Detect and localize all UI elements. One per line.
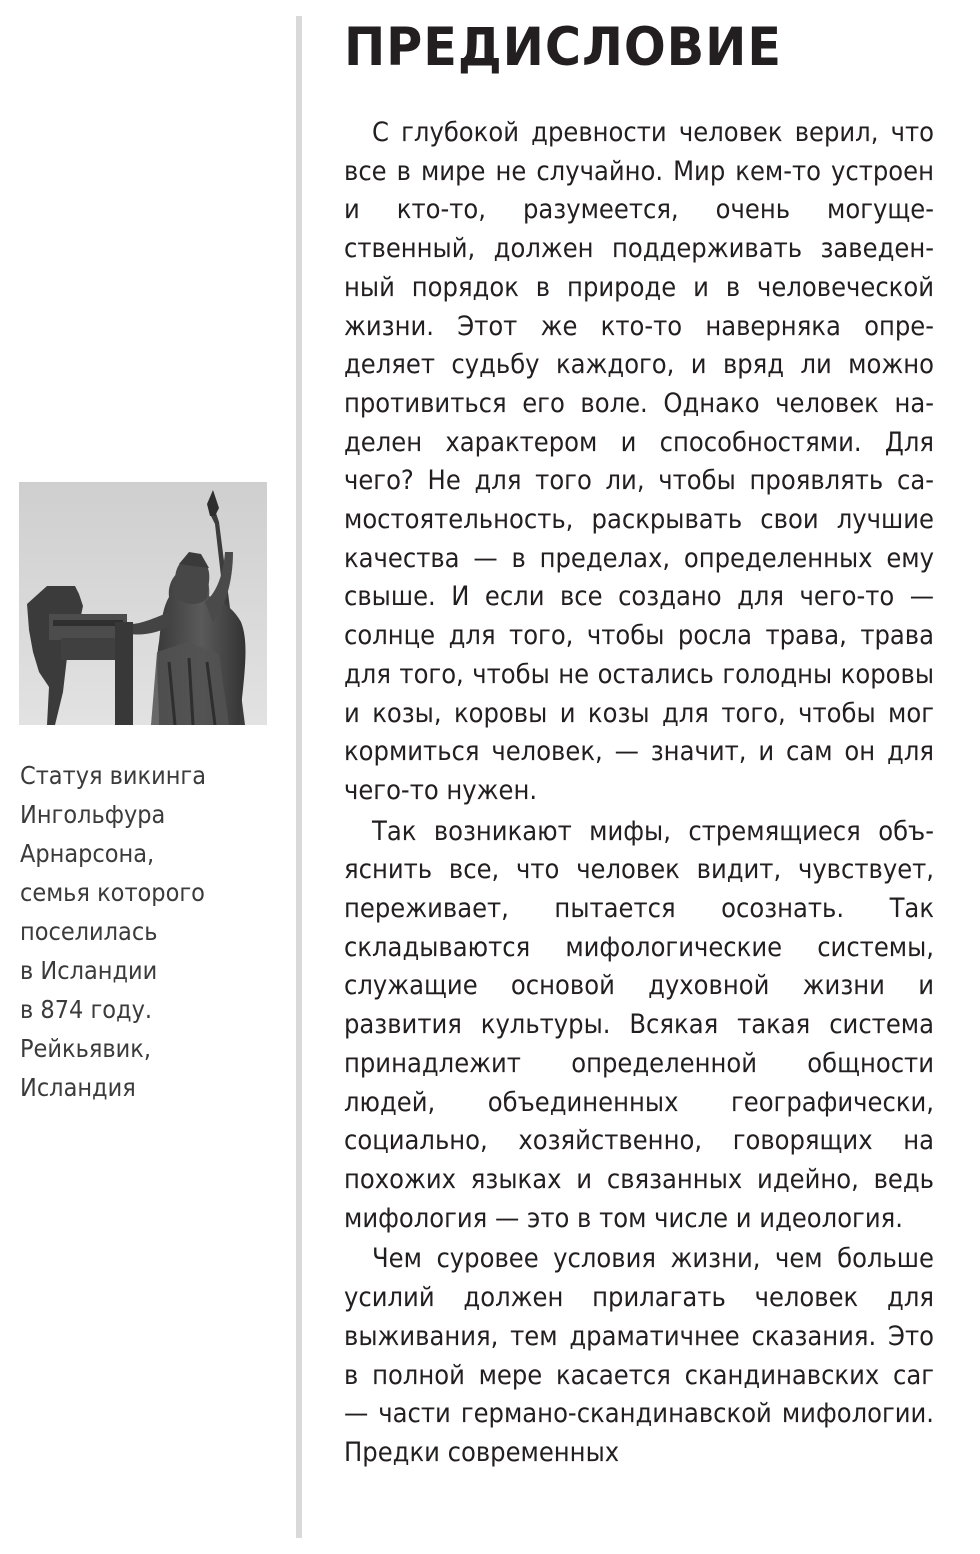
photo-caption: Статуя викинга Ингольфура Арнарсона, семья которого поселилась в Исландии в 874 году. Рейкьявик, Исландия: [20, 761, 207, 1102]
viking-statue-photo: [19, 482, 267, 725]
main-text-column: [344, 14, 934, 1475]
sidebar: [0, 0, 296, 1554]
body-text: [344, 114, 934, 1473]
column-divider: [296, 16, 302, 1538]
paragraph: С глубокой древности человек верил, что все в мире не случайно. Мир кем-то устроен и кто-то, разумеется, очень могущественный, должен поддерживать заведенный порядок в природе и в человеческой жизни. Этот же кто-то наверняка определяет судьбу каждого, и вряд ли можно противиться его воле. Однако человек наделен характером и способностями. Для чего? Не для того ли, чтобы проявлять самостоятельность, раскрывать свои лучшие качества — в пределах, определенных ему свыше. И если все создано для чего-то — солнце для того, чтобы росла трава, трава для того, чтобы не остались голодны коровы и козы, коровы и козы для того, чтобы мог кормиться человек, — значит, и сам он для чего-то нужен.: [344, 117, 934, 806]
paragraph: Чем суровее условия жизни, чем больше усилий должен прилагать человек для выживания, тем драматичнее сказания. Это в полной мере касается скандинавских саг — части германо-скандинавской мифологии. Предки современных: [344, 1243, 934, 1468]
paragraph: Так возникают мифы, стремящиеся объяснить все, что человек видит, чувствует, переживает, пытается осознать. Так складываются мифологические системы, служащие основой духовной жизни и развития культуры. Всякая такая система принадлежит определенной общности людей, объединенных географически, социально, хозяйственно, говорящих на похожих языках и связанных идейно, ведь мифология — это в том числе и идеология.: [344, 815, 934, 1234]
page-title: ПРЕДИСЛОВИЕ: [344, 17, 782, 78]
